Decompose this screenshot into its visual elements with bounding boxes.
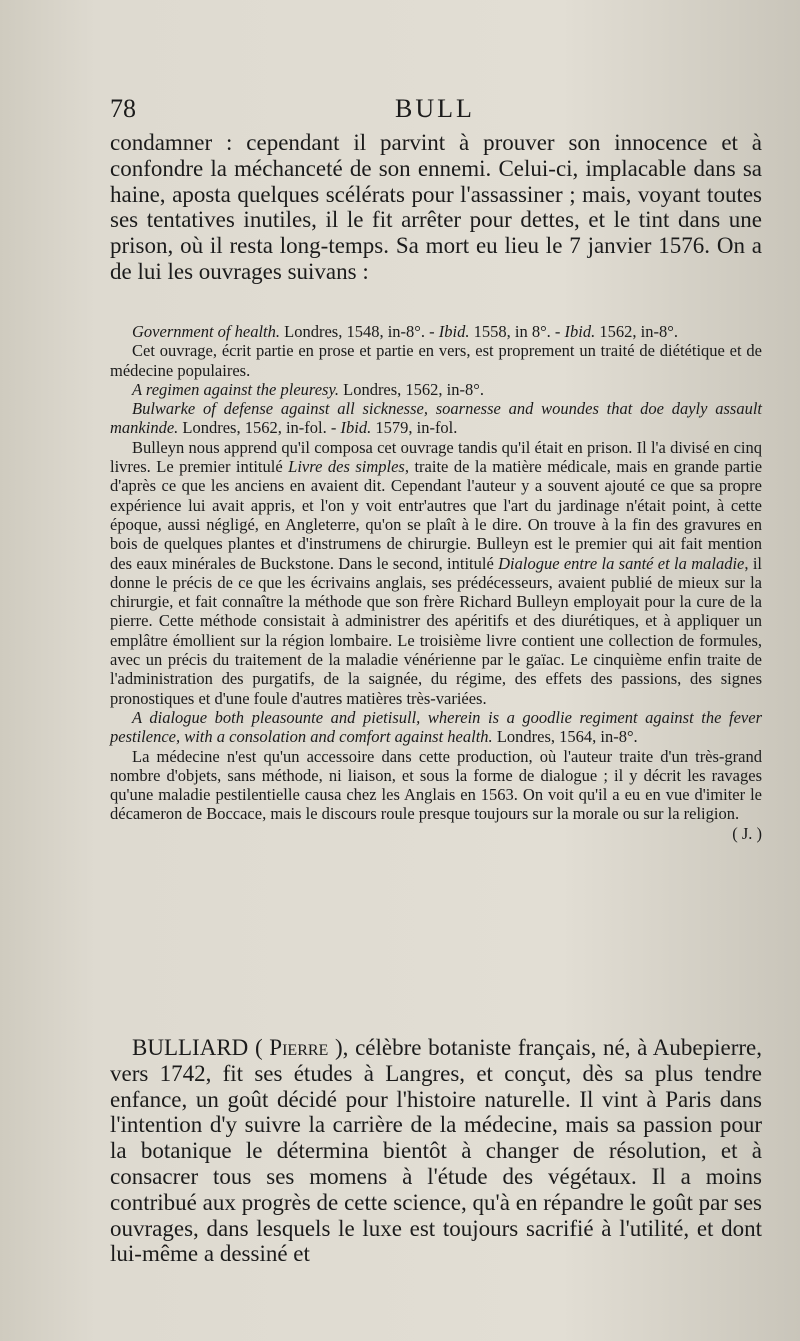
bulliard-entry: [110, 1035, 762, 1267]
work-entry: Government of health. Londres, 1548, in-8°. - Ibid. 1558, in 8°. - Ibid. 1562, in-8°.: [132, 322, 678, 341]
running-head: BULL: [395, 94, 475, 123]
page-header: [110, 94, 760, 128]
intro-paragraph: [110, 130, 762, 285]
work-note: La médecine n'est qu'un accessoire dans cette production, où l'auteur traite d'un très-grand nombre d'objets, sans méthode, ni liaison, et sous la forme de dialogue ; il y décrit les ravages qu'une maladie pestilentielle causa chez les Anglais en 1563. On voit qu'il a eu en vue d'imiter le décameron de Boccace, mais le discours roule presque toujours sur la morale ou sur la religion. ( J. ): [110, 746, 762, 843]
entry-name: BULLIARD: [132, 1035, 249, 1060]
bulliard-text: BULLIARD ( Pierre ), célèbre botaniste français, né, à Aubepierre, vers 1742, fit ses études à Langres, et conçut, dès sa plus tendre enfance, un goût décidé pour l'histoire naturelle. Il vint à Paris dans l'intention d'y suivre la carrière de la médecine, mais sa passion pour la botanique le détermina bientôt à changer de résolution, et à consacrer tous ses momens à l'étude des végétaux. Il a moins contribué aux progrès de cette science, qu'à en répandre le goût par ses ouvrages, dans lesquels le luxe est toujours sacrifié à l'utilité, et dont lui-même a dessiné et: [110, 1035, 762, 1267]
intro-text: condamner : cependant il parvint à prouver son innocence et à confondre la méchanceté de son ennemi. Celui-ci, implacable dans sa haine, aposta quelques scélérats pour l'assassiner ; mais, voyant toutes ses tentatives inutiles, il le fit arrêter pour dettes, et le tint dans une prison, où il resta long-temps. Sa mort eu lieu le 7 janvier 1576. On a de lui les ouvrages suivans :: [110, 130, 762, 284]
author-signature: ( J. ): [732, 823, 762, 843]
work-entry: A regimen against the pleuresy. Londres, 1562, in-8°.: [132, 379, 484, 399]
page-number: 78: [110, 94, 136, 123]
work-title: Bulwarke of defense against all sicknesse, soarnesse and woundes that doe dayly assault mankinde.: [110, 399, 762, 438]
work-note: Cet ouvrage, écrit partie en prose et partie en vers, est proprement un traité de diététique et de médecine populaires.: [110, 341, 762, 380]
work-title: A regimen against the pleuresy.: [132, 379, 339, 399]
work-title: A dialogue both pleasounte and pietisull, wherein is a goodlie regiment against the fever pestilence, with a consolation and comfort against health.: [110, 707, 762, 747]
work-note: Bulleyn nous apprend qu'il composa cet ouvrage tandis qu'il était en prison. Il l'a divisé en cinq livres. Le premier intitulé Livre des simples, traite de la matière médicale, mais en grande partie d'après ce que les anciens en avaient dit. Cependant l'auteur y a souvent ajouté ce que sa propre expérience lui avait appris, et l'on y voit entr'autres que l'art du jardinage n'était point, à cette époque, aussi négligé, en Angleterre, qu'on se plaît à le dire. On trouve à la fin des gravures en bois de quelques plantes et d'instrumens de chirurgie. Bulleyn est le premier qui ait fait mention des eaux minérales de Buckstone. Dans le second, intitulé Dialogue entre la santé et la maladie, il donne le précis de ce que les écrivains anglais, ses prédécesseurs, avaient publié de mieux sur la chirurgie, et fait connaître la méthode que son frère Richard Bulleyn employait pour la cure de la pierre. Cette méthode consistait à administrer des apéritifs et des diurétiques, et à appliquer un emplâtre émollient sur la région lombaire. Le troisième livre contient une collection de formules, avec un précis du traitement de la maladie vénérienne par le gaïac. Le cinquième enfin traite de l'administration des purgatifs, de la saignée, du régime, des effets des passions, des signes pronostiques et d'une foule d'autres matières très-variées.: [110, 437, 763, 708]
work-title: Government of health.: [132, 322, 281, 341]
entry-first-name: Pierre: [269, 1035, 329, 1060]
work-entry: Bulwarke of defense against all sicknesse, soarnesse and woundes that doe dayly assault mankinde. Londres, 1562, in-fol. - Ibid. 1579, in-fol.: [110, 399, 762, 438]
work-entry: A dialogue both pleasounte and pietisull, wherein is a goodlie regiment against the fever pestilence, with a consolation and comfort against health. Londres, 1564, in-8°.: [110, 707, 762, 747]
bibliography-block: [110, 322, 762, 843]
